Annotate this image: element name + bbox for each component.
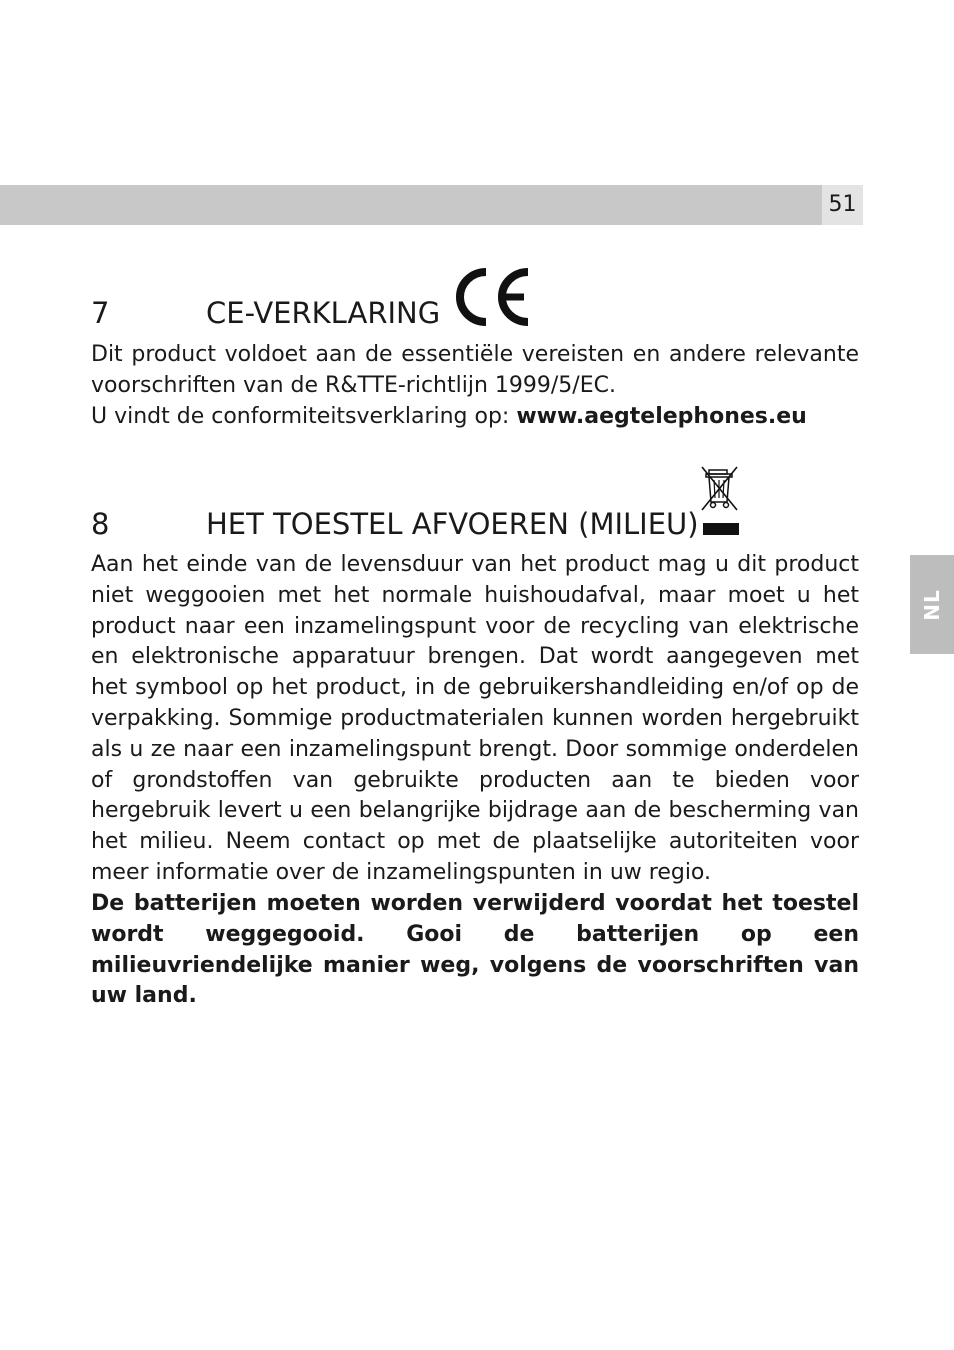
section-number: 8 <box>91 507 110 541</box>
header-bar <box>0 185 822 225</box>
ce-paragraph: Dit product voldoet aan de essentiële vereisten en andere relevante voorschriften van de R&TTE-richtlijn 1999/5/EC. <box>91 342 859 398</box>
section-title: HET TOESTEL AFVOEREN (MILIEU) <box>206 507 699 541</box>
website-link[interactable]: www.aegtelephones.eu <box>516 404 807 429</box>
ce-mark-icon <box>452 268 532 326</box>
page-number: 51 <box>822 185 863 225</box>
section-title: CE-VERKLARING <box>206 296 441 330</box>
battery-warning: De batterijen moeten worden verwijderd voordat het toestel wordt weggegooid. Gooi de batterijen op een milieuvriendelijke manier weg, volgens de voorschriften van uw land. <box>91 891 859 1009</box>
conformity-line <box>91 402 859 433</box>
crossed-out-wheelie-bin-icon <box>699 464 741 538</box>
language-tab-label: NL <box>920 588 944 621</box>
disposal-paragraph: Aan het einde van de levensduur van het product mag u dit product niet weggooien met het normale huishoudafval, maar moet u het product naar een inzamelingspunt voor de recycling van elektrische en elektronische apparatuur brengen. Dat wordt aangegeven met het symbool op het product, in de gebruikershandleiding en/of op de verpakking. Sommige productmaterialen kunnen worden hergebruikt als u ze naar een inzamelingspunt brengt. Door sommige onderdelen of grondstoffen van gebruikte producten aan te bieden voor hergebruik levert u een belangrijke bijdrage aan de bescherming van het milieu. Neem contact op met de plaatselijke autoriteiten voor meer informatie over de inzamelingspunten in uw regio. <box>91 552 859 885</box>
conformity-text: U vindt de conformiteitsverklaring op: <box>91 404 517 429</box>
section-number: 7 <box>91 296 110 330</box>
language-tab <box>910 555 954 654</box>
